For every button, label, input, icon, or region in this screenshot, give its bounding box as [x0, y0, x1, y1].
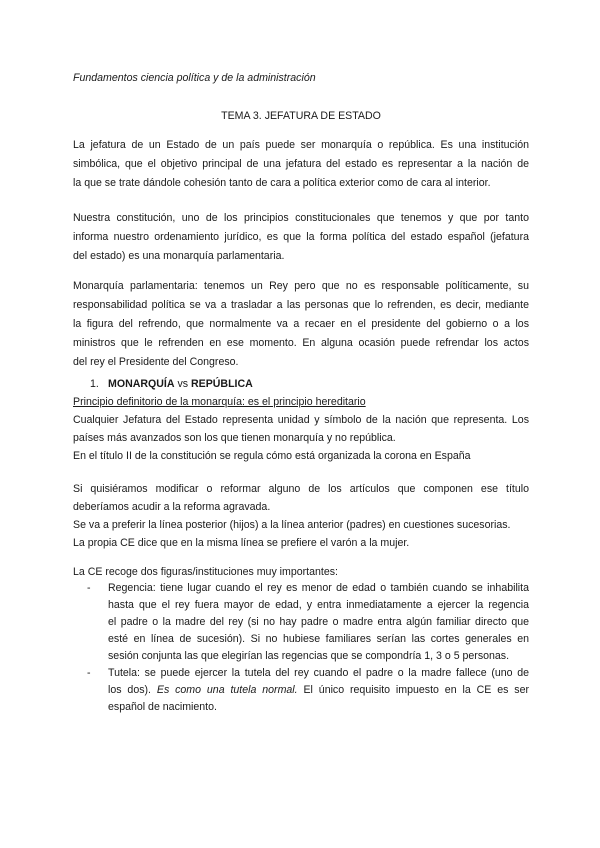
text-line	[108, 682, 529, 699]
tutela-italic: Es como una tutela normal.	[156, 684, 298, 696]
text-line: países más avanzados son los que tienen monarquía y no república.	[73, 432, 396, 444]
figures-list	[73, 580, 529, 716]
text-line: responsabilidad política se va a trasladar a las personas que lo refrenden, es decir, mediante	[73, 299, 529, 311]
paragraph-constitution	[73, 209, 529, 266]
tutela-plain: los dos).	[108, 684, 157, 696]
text-line: el padre o la madre del rey (si no hay padre o madre entra algún familiar directo que	[108, 616, 529, 628]
text-line: Nuestra constitución, uno de los principios constitucionales que tenemos y que por tanto	[73, 212, 529, 224]
section-title-a: MONARQUÍA	[108, 378, 175, 390]
text-line: sesión conjunta las que elegirían las regencias que se compondría 1, 3 o 5 personas.	[108, 650, 510, 662]
text-line: del rey el Presidente del Congreso.	[73, 356, 239, 368]
text-line: hasta que el rey fuera mayor de edad, y entra inmediatamente a ejercer la regencia	[108, 599, 529, 611]
course-header: Fundamentos ciencia política y de la administración	[73, 72, 316, 84]
text-line: Tutela: se puede ejercer la tutela del rey cuando el padre o la madre fallece (uno de	[108, 667, 529, 679]
text-line: Monarquía parlamentaria: tenemos un Rey pero que no es responsable políticamente, su	[73, 280, 529, 292]
list-item-tutela	[73, 665, 529, 716]
paragraph-principle	[73, 393, 529, 465]
text-line: simbólica, que el objetivo principal de una jefatura del estado es representar a la nación de	[73, 158, 529, 170]
paragraph-reform	[73, 480, 529, 552]
text-line: la que se trate dándole cohesión tanto de cara a política exterior como de cara al interior.	[73, 177, 491, 189]
text-line: En el título II de la constitución se regula cómo está organizada la corona en España	[73, 450, 471, 462]
text-line: ministros que le refrenden en ese momento. En alguna ocasión puede refrendar los actos	[73, 337, 529, 349]
principle-line: Principio definitorio de la monarquía: es el principio hereditario	[73, 396, 366, 408]
text-line: La CE recoge dos figuras/instituciones muy importantes:	[73, 566, 338, 578]
bullet-dash: -	[87, 667, 91, 679]
text-line: La jefatura de un Estado de un país puede ser monarquía o república. Es una institución	[73, 139, 529, 151]
text-line: Si quisiéramos modificar o reformar alguno de los artículos que componen ese título	[73, 483, 529, 495]
text-line: esté en línea de sucesión). Si no hubiese familiares serían las cortes generales en	[108, 633, 529, 645]
text-line: Regencia: tiene lugar cuando el rey es menor de edad o también cuando se inhabilita	[108, 582, 529, 594]
section-title-b: REPÚBLICA	[191, 378, 253, 390]
section-heading	[90, 378, 253, 390]
section-number: 1.	[90, 378, 99, 390]
page-title: TEMA 3. JEFATURA DE ESTADO	[221, 110, 381, 122]
paragraph-intro	[73, 136, 529, 193]
text-line: informa nuestro ordenamiento jurídico, es que la forma política del estado español (jefatura	[73, 231, 529, 243]
text-line: Cualquier Jefatura del Estado representa unidad y símbolo de la nación que representa. Los	[73, 414, 529, 426]
text-line: la figura del refrendo, que normalmente va a recaer en el presidente del gobierno o a los	[73, 318, 529, 330]
text-line: del estado) es una monarquía parlamentaria.	[73, 250, 285, 262]
text-line: Se va a preferir la línea posterior (hijos) a la línea anterior (padres) en cuestiones sucesorias.	[73, 519, 511, 531]
section-title-mid: vs	[174, 378, 191, 390]
list-item-regencia	[73, 580, 529, 665]
tutela-rest: El único requisito impuesto en la CE es ser	[297, 684, 529, 696]
text-line: español de nacimiento.	[108, 701, 217, 713]
text-line: deberíamos acudir a la reforma agravada.	[73, 501, 271, 513]
bullet-dash: -	[87, 582, 91, 594]
paragraph-parliamentary-monarchy	[73, 277, 529, 372]
text-line: La propia CE dice que en la misma línea se prefiere el varón a la mujer.	[73, 537, 410, 549]
